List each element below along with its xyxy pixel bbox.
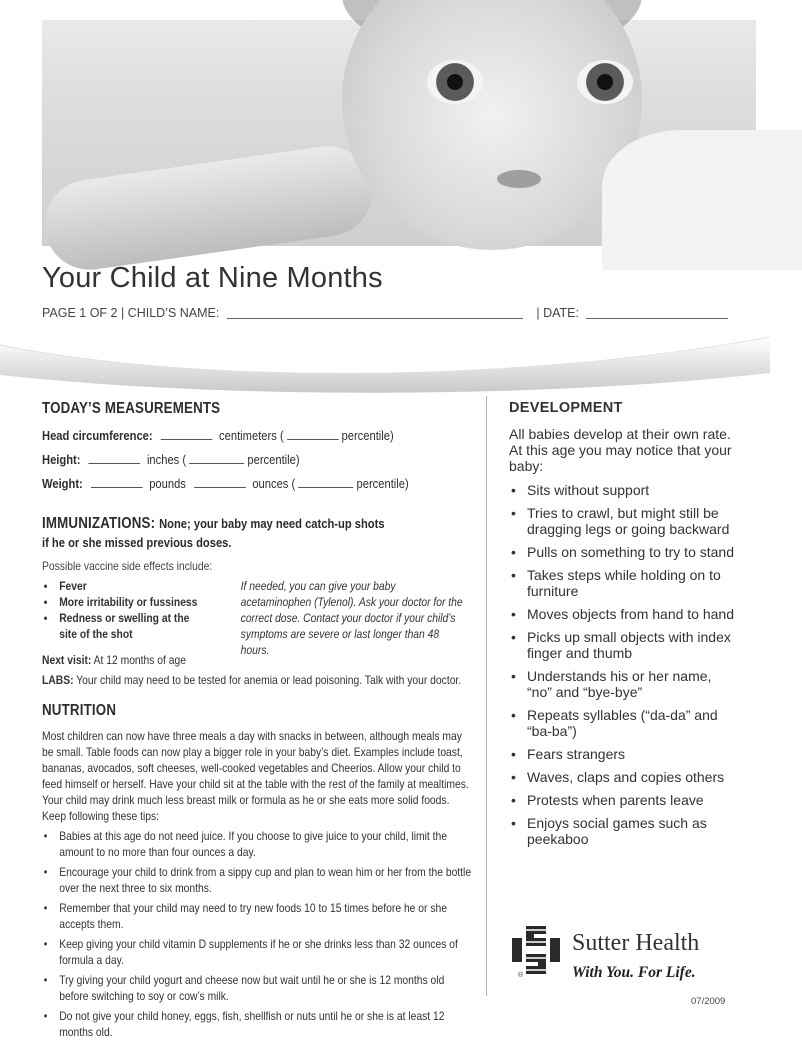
sutter-health-logo: ® Sutter Health With You. For Life. xyxy=(508,922,738,992)
page-label: PAGE 1 OF 2 | CHILD’S NAME: xyxy=(42,306,220,320)
development-item: • Pulls on something to try to stand xyxy=(509,544,734,560)
head-percentile-field[interactable] xyxy=(287,430,339,440)
development-item: • Repeats syllables (“da-da” and “ba-ba”) xyxy=(509,707,734,739)
development-item: • Sits without support xyxy=(509,482,734,498)
development-section xyxy=(509,400,734,854)
weight-row: Weight: pounds ounces ( percentile) xyxy=(42,476,409,491)
name-date-line xyxy=(42,306,732,320)
measurements-heading: TODAY’S MEASUREMENTS xyxy=(42,400,221,417)
development-item: • Enjoys social games such as peekaboo xyxy=(509,815,734,847)
labs-note: LABS: Your child may need to be tested for anemia or lead poisoning. Talk with your doctor. xyxy=(42,673,462,687)
development-item: • Waves, claps and copies others xyxy=(509,769,734,785)
nutrition-intro: Most children can now have three meals a day with snacks in between, although meals may be small. Table foods can now play a bigger role in your baby’s diet. Examples include toast, bananas, avocados, soft cheeses, well-cooked vegetables and Cheerios. Allow your child to feed himself or herself. Have your child sit at the table with the rest of the family at mealtimes. Your child may drink much less breast milk or formula as he or she eats more solid foods. Keep following these tips: xyxy=(42,729,469,823)
development-item: • Takes steps while holding on to furniture xyxy=(509,567,734,599)
nutrition-tip: • Remember that your child may need to try new foods 10 to 15 times before he or she accepts them. xyxy=(42,900,472,932)
nutrition-section xyxy=(42,702,472,1044)
page-title: Your Child at Nine Months xyxy=(42,262,383,294)
side-effects-list xyxy=(42,578,201,642)
date-label: | DATE: xyxy=(536,306,579,320)
head-circumference-field[interactable] xyxy=(161,430,213,440)
nutrition-tips-list xyxy=(42,828,472,1040)
nutrition-tip: • Try giving your child yogurt and cheese now but wait until he or she is 12 months old before switching to soy or cow’s milk. xyxy=(42,972,472,1004)
next-visit: Next visit: At 12 months of age xyxy=(42,653,186,667)
brand-tagline: With You. For Life. xyxy=(572,964,696,981)
child-name-field[interactable] xyxy=(227,318,523,319)
nutrition-tip: • Encourage your child to drink from a sippy cup and plan to wean him or her from the bottle over the next three to six months. xyxy=(42,864,472,896)
nutrition-tip: • Do not give your child honey, eggs, fish, shellfish or nuts until he or she is at least 12 months old. xyxy=(42,1008,472,1040)
development-item: • Tries to crawl, but might still be dragging legs or going backward xyxy=(509,505,734,537)
development-heading: DEVELOPMENT xyxy=(509,400,623,416)
sutter-health-logo-icon xyxy=(510,924,562,976)
side-effect-item: • More irritability or fussiness xyxy=(42,594,201,610)
height-percentile-field[interactable] xyxy=(189,454,244,464)
document-date-code: 07/2009 xyxy=(691,996,726,1007)
weight-pounds-field[interactable] xyxy=(91,478,143,488)
baby-photo xyxy=(42,20,756,246)
head-circumference-row: Head circumference: centimeters ( percentile) xyxy=(42,428,394,443)
development-item: • Picks up small objects with index finger and thumb xyxy=(509,629,734,661)
brand-name: Sutter Health xyxy=(572,930,700,956)
development-item: • Protests when parents leave xyxy=(509,792,734,808)
height-field[interactable] xyxy=(89,454,141,464)
development-item: • Understands his or her name, “no” and “bye-bye” xyxy=(509,668,734,700)
side-effects-intro: Possible vaccine side effects include: xyxy=(42,559,213,573)
immunizations-section: IMMUNIZATIONS: None; your baby may need catch-up shots if he or she missed previous doses. Possible vaccine side effects include: • Fever • More irritability or fussiness • Redness or swelling at the site of the shot If needed, you can give your baby acetaminophen (Tylenol). Ask your doctor for the correct dose. Contact your doctor if your child’s symptoms are severe or last longer than 48 hours. Next visit: At 12 months of age LABS: Your child may need to be tested for anemia or lead poisoning. Talk with your doctor. xyxy=(42,515,489,688)
weight-percentile-field[interactable] xyxy=(298,478,353,488)
development-item: • Fears strangers xyxy=(509,746,734,762)
weight-ounces-field[interactable] xyxy=(194,478,246,488)
nutrition-tip: • Keep giving your child vitamin D supplements if he or she drinks less than 32 ounces of formula a day. xyxy=(42,936,472,968)
side-effect-item: • Redness or swelling at the site of the shot xyxy=(42,610,201,642)
header-swoosh xyxy=(0,325,770,395)
development-list xyxy=(509,482,734,847)
development-intro: All babies develop at their own rate. At this age you may notice that your baby: xyxy=(509,426,732,474)
height-row: Height: inches ( percentile) xyxy=(42,452,300,467)
immunizations-heading: IMMUNIZATIONS: xyxy=(42,515,156,532)
date-field[interactable] xyxy=(586,318,728,319)
side-effect-item: • Fever xyxy=(42,578,201,594)
nutrition-tip: • Babies at this age do not need juice. If you choose to give juice to your child, limit the amount to no more than four ounces a day. xyxy=(42,828,472,860)
side-effects-advice: If needed, you can give your baby acetaminophen (Tylenol). Ask your doctor for the correct dose. Contact your doctor if your child’s symptoms are severe or last longer than 48 hours. xyxy=(240,579,463,657)
development-item: • Moves objects from hand to hand xyxy=(509,606,734,622)
nutrition-heading: NUTRITION xyxy=(42,702,117,719)
